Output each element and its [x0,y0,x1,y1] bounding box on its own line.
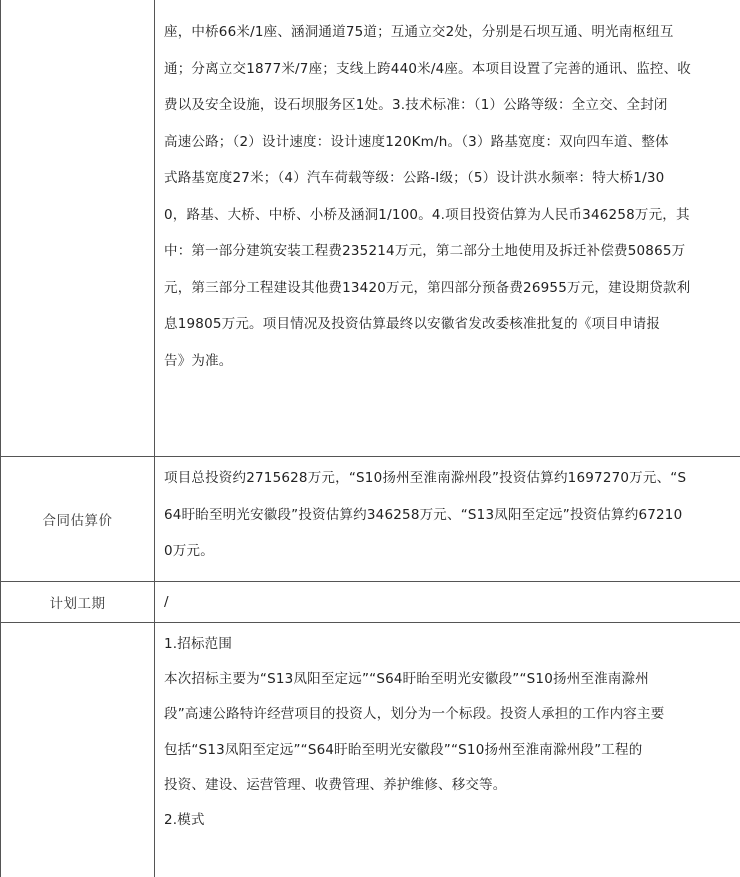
text-line: 告》为准。 [164,352,233,369]
section-heading: 1.招标范围 [164,636,233,652]
text-line: 元，第三部分工程建设其他费13420万元，第四部分预备费26955万元，建设期贷款利 [164,279,691,296]
row-label-contract-estimate: 合同估算价 [1,457,155,581]
schedule-value-cell [155,582,740,622]
text-line: 段”高速公路特许经营项目的投资人，划分为一个标段。投资人承担的工作内容主要 [164,706,665,723]
text-line: 本次招标主要为“S13凤阳至定远”“S64盱眙至明光安徽段”“S10扬州至淮南滁州 [164,671,649,688]
scope-text [155,623,740,877]
row-label-schedule: 计划工期 [1,582,155,622]
text-line: 0万元。 [164,543,214,559]
schedule-value: / [164,593,169,610]
text-line: 项目总投资约2715628万元，“S10扬州至淮南滁州段”投资估算约1697270万元、“S [164,470,687,486]
text-line: 费以及安全设施，设石坝服务区1处。3.技术标准：（1）公路等级：全立交、全封闭 [164,97,668,113]
project-overview-text [155,0,740,456]
text-line: 式路基宽度27米；（4）汽车荷载等级：公路-Ⅰ级；（5）设计洪水频率：特大桥1/30 [164,170,665,186]
contract-estimate-text [155,457,740,581]
row-label-project-overview [1,0,155,456]
text-line: 64盱眙至明光安徽段”投资估算约346258万元、“S13凤阳至定远”投资估算约67210 [164,506,683,523]
text-line: 中：第一部分建筑安装工程费235214万元，第二部分土地使用及拆迁补偿费50865万 [164,243,686,259]
table-row-schedule [1,582,740,623]
text-line: 包括“S13凤阳至定远”“S64盱眙至明光安徽段”“S10扬州至淮南滁州段”工程的 [164,741,643,758]
text-line: 座，中桥66米/1座、涵洞通道75道；互通立交2处，分别是石坝互通、明光南枢纽互 [164,24,674,40]
table-row-project-overview [1,0,740,457]
table-row-contract-estimate [1,457,740,582]
text-line: 通；分离立交1877米/7座；支线上跨440米/4座。本项目设置了完善的通讯、监控、收 [164,60,691,77]
text-line: 投资、建设、运营管理、收费管理、养护维修、移交等。 [164,776,507,793]
text-line: 0，路基、大桥、中桥、小桥及涵洞1/100。4.项目投资估算为人民币346258万元，其 [164,206,690,223]
table-row-scope [1,623,740,877]
contract-estimate-paragraph [164,460,739,570]
section-heading: 2.模式 [164,812,205,829]
text-line: 高速公路；（2）设计速度：设计速度120Km/h。（3）路基宽度：双向四车道、整体 [164,133,669,150]
project-overview-paragraph [164,14,739,379]
scope-paragraph [164,627,739,838]
text-line: 息19805万元。项目情况及投资估算最终以安徽省发改委核准批复的《项目申请报 [164,316,661,332]
row-label-scope [1,623,155,877]
